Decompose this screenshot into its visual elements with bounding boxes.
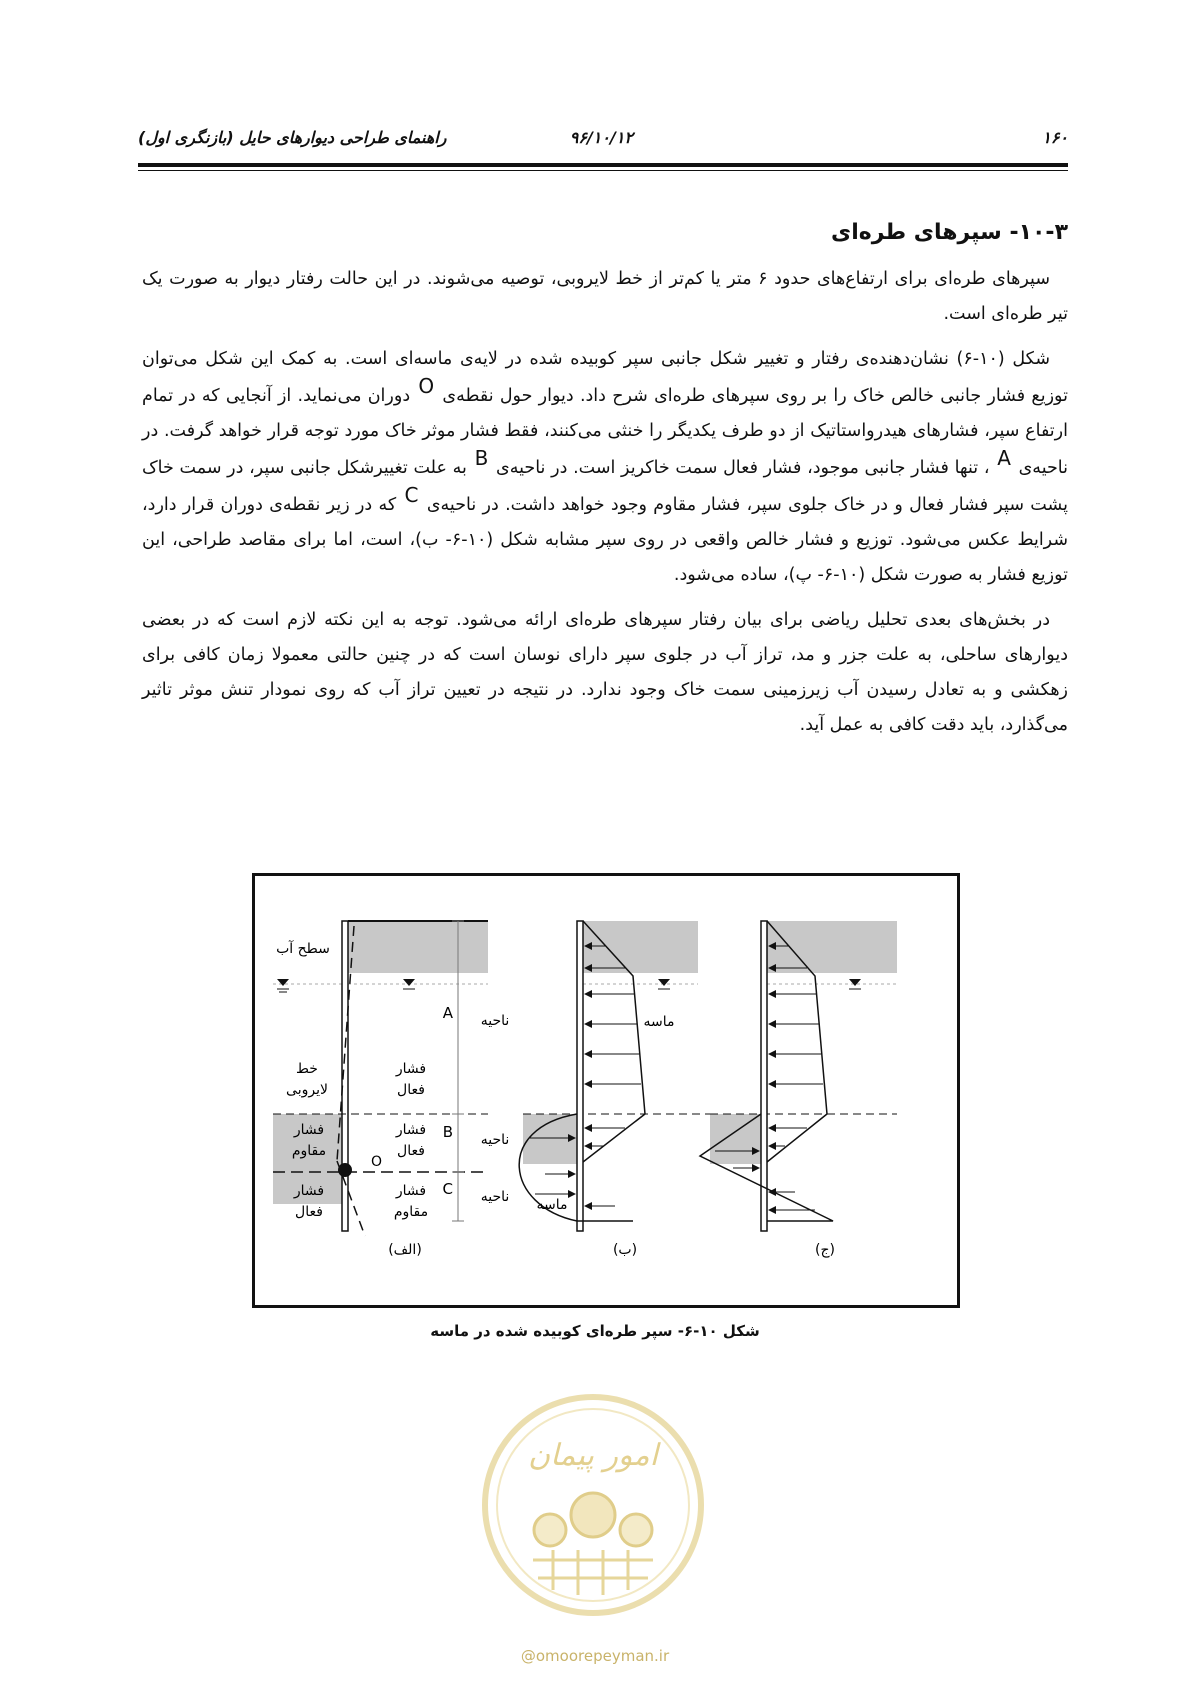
svg-text:لایروبی: لایروبی	[286, 1082, 328, 1098]
panel-c	[700, 921, 897, 1231]
omoore-peyman-logo-icon	[478, 1390, 708, 1620]
figure-caption: شکل ۱۰-۶- سپر طره‌ای کوبیده شده در ماسه	[430, 1322, 760, 1340]
paragraph-2: شکل (۱۰-۶) نشان‌دهنده‌ی رفتار و تغییر شکل جانبی سپر کوبیده شده در لایه‌ی ماسه‌ای است. به کمک این شکل می‌توان توزیع فشار جانبی خالص خاک را بر روی سپرهای طره‌ای شرح داد. دیوار حول نقطه‌ی O دوران می‌نماید. از آنجایی که در تمام ارتفاع سپر، فشارهای هیدرواستاتیک از دو طرف یکدیگر را خنثی می‌کنند، فقط فشار موثر خاک مورد توجه قرار خواهد گرفت. در ناحیه‌ی A ، تنها فشار جانبی موجود، فشار فعال سمت خاکریز است. در ناحیه‌ی B به علت تغییرشکل جانبی سپر، در سمت خاک پشت سپر فشار فعال و در خاک جلوی سپر، فشار مقاوم وجود خواهد داشت. در ناحیه‌ی C که در زیر نقطه‌ی دوران قرار دارد، شرایط عکس می‌شود. توزیع و فشار خالص واقعی در روی سپر مشابه شکل (۱۰-۶- ب)، است، اما برای مقاصد طراحی، این توزیع فشار به صورت شکل (۱۰-۶- پ)، ساده می‌شود.	[142, 349, 1068, 585]
paragraph-1: سپرهای طره‌ای برای ارتفاع‌های حدود ۶ متر یا کم‌تر از خط لایروبی، توصیه می‌شوند. در این حالت رفتار دیوار به صورت یک تیر طره‌ای است.	[142, 269, 1068, 324]
page-number: ۱۶۰	[1042, 128, 1068, 147]
svg-text:امور پیمان: امور پیمان	[528, 1438, 658, 1473]
sheet-pile-c	[761, 921, 767, 1231]
sheet-pile-diagram	[255, 876, 957, 1305]
svg-text:ناحیه: ناحیه	[480, 1013, 510, 1029]
svg-text:ناحیه: ناحیه	[480, 1132, 510, 1148]
figure-frame	[252, 873, 960, 1308]
header-rule	[138, 163, 1068, 167]
body-text	[142, 262, 1068, 753]
header-date: ۹۶/۱۰/۱۲	[569, 128, 633, 147]
label-panel-c: (ج)	[815, 1242, 835, 1258]
letter-a: A	[997, 446, 1011, 470]
svg-text:فعال: فعال	[397, 1082, 425, 1098]
svg-text:فشار: فشار	[395, 1183, 427, 1199]
svg-text:مقاوم: مقاوم	[393, 1204, 429, 1220]
svg-text:فشار: فشار	[395, 1122, 427, 1138]
sheet-pile-b	[577, 921, 583, 1231]
svg-text:ماسه: ماسه	[536, 1197, 568, 1213]
svg-text:فشار: فشار	[395, 1061, 427, 1077]
letter-b: B	[474, 446, 489, 470]
svg-text:فشار: فشار	[293, 1122, 325, 1138]
label-panel-a: (الف)	[388, 1242, 422, 1258]
svg-text:فشار: فشار	[293, 1183, 325, 1199]
panel-b	[519, 921, 715, 1231]
letter-c: C	[404, 483, 419, 507]
paragraph-3: در بخش‌های بعدی تحلیل ریاضی برای بیان رفتار سپرهای طره‌ای ارائه می‌شود. توجه به این نکته لازم است که در بعضی دیوارهای ساحلی، به علت جزر و مد، تراز آب در جلوی سپر دارای نوسان است که در چنین حالتی معمولا زمان کافی برای زهکشی و به تعادل رسیدن آب زیرزمینی سمت خاک وجود ندارد. در نتیجه در تعیین تراز آب که روی نمودار تنش موثر تاثیر می‌گذارد، باید دقت کافی به عمل آید.	[142, 610, 1068, 735]
svg-text:فعال: فعال	[397, 1143, 425, 1159]
svg-text:خط: خط	[296, 1061, 318, 1077]
svg-text:ناحیه: ناحیه	[480, 1189, 510, 1205]
svg-text:مقاوم: مقاوم	[291, 1143, 327, 1159]
svg-text:ماسه: ماسه	[643, 1014, 675, 1030]
svg-text:A: A	[442, 1004, 453, 1022]
label-o: O	[371, 1154, 383, 1170]
label-panel-b: (ب)	[612, 1242, 638, 1258]
website-watermark: @omoorepeyman.ir	[520, 1647, 670, 1665]
svg-text:B: B	[442, 1123, 453, 1141]
label-water-surface: سطح آب	[276, 941, 330, 957]
pivot-point-o	[338, 1163, 352, 1177]
section-title: ۱۰-۳- سپرهای طره‌ای	[831, 220, 1068, 245]
book-title: راهنمای طراحی دیوارهای حایل (بازنگری اول)	[138, 128, 447, 147]
header-rule-thin	[138, 170, 1068, 171]
letter-o: O	[418, 374, 435, 398]
backfill-soil-a	[348, 921, 488, 973]
svg-text:C: C	[442, 1180, 453, 1198]
page-header	[138, 128, 1068, 166]
svg-text:فعال: فعال	[295, 1204, 323, 1220]
